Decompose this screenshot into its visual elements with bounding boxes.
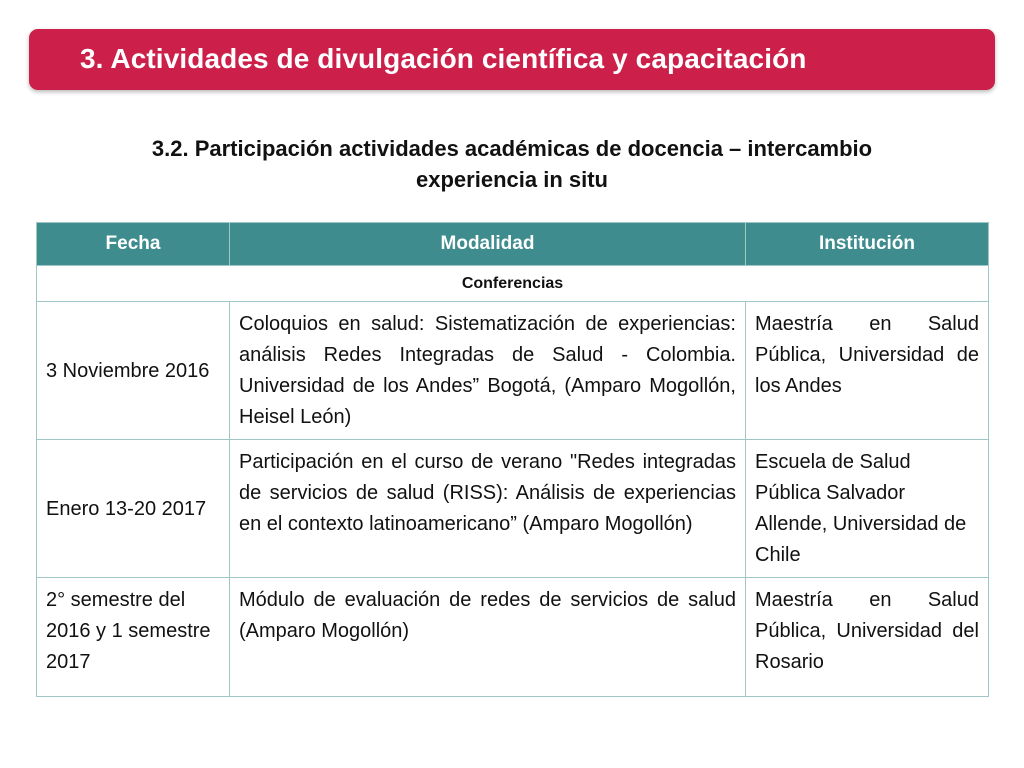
table-row [37, 440, 989, 578]
row-modalidad: Coloquios en salud: Sistematización de experiencias: análisis Redes Integradas de Salud - Colombia. Universidad de los Andes” Bogotá, (Amparo Mogollón, Heisel León) [230, 302, 746, 440]
column-header-fecha: Fecha [37, 223, 230, 266]
title-banner [29, 29, 995, 90]
column-header-institucion: Institución [746, 223, 989, 266]
subtitle-line-1: 3.2. Participación actividades académicas de docencia – intercambio [151, 136, 873, 161]
table-header-row [37, 223, 989, 266]
section-row-conferencias [37, 266, 989, 302]
activities-table [36, 222, 989, 697]
row-institucion: Escuela de Salud Pública Salvador Allende, Universidad de Chile [746, 440, 989, 578]
section-label: Conferencias [37, 266, 989, 302]
row-modalidad: Módulo de evaluación de redes de servicios de salud (Amparo Mogollón) [230, 578, 746, 697]
section-subtitle [60, 133, 964, 195]
table-row [37, 302, 989, 440]
column-header-modalidad: Modalidad [230, 223, 746, 266]
row-institucion: Maestría en Salud Pública, Universidad de los Andes [746, 302, 989, 440]
subtitle-line-2: experiencia in situ [416, 167, 608, 192]
row-fecha: Enero 13-20 2017 [37, 440, 230, 578]
table-row [37, 578, 989, 697]
row-institucion: Maestría en Salud Pública, Universidad del Rosario [746, 578, 989, 697]
page-title: 3. Actividades de divulgación científica y capacitación [80, 43, 807, 74]
row-fecha: 2° semestre del 2016 y 1 semestre 2017 [37, 578, 230, 697]
row-fecha: 3 Noviembre 2016 [37, 302, 230, 440]
row-modalidad: Participación en el curso de verano "Redes integradas de servicios de salud (RISS): Análisis de experiencias en el contexto latinoamericano” (Amparo Mogollón) [230, 440, 746, 578]
